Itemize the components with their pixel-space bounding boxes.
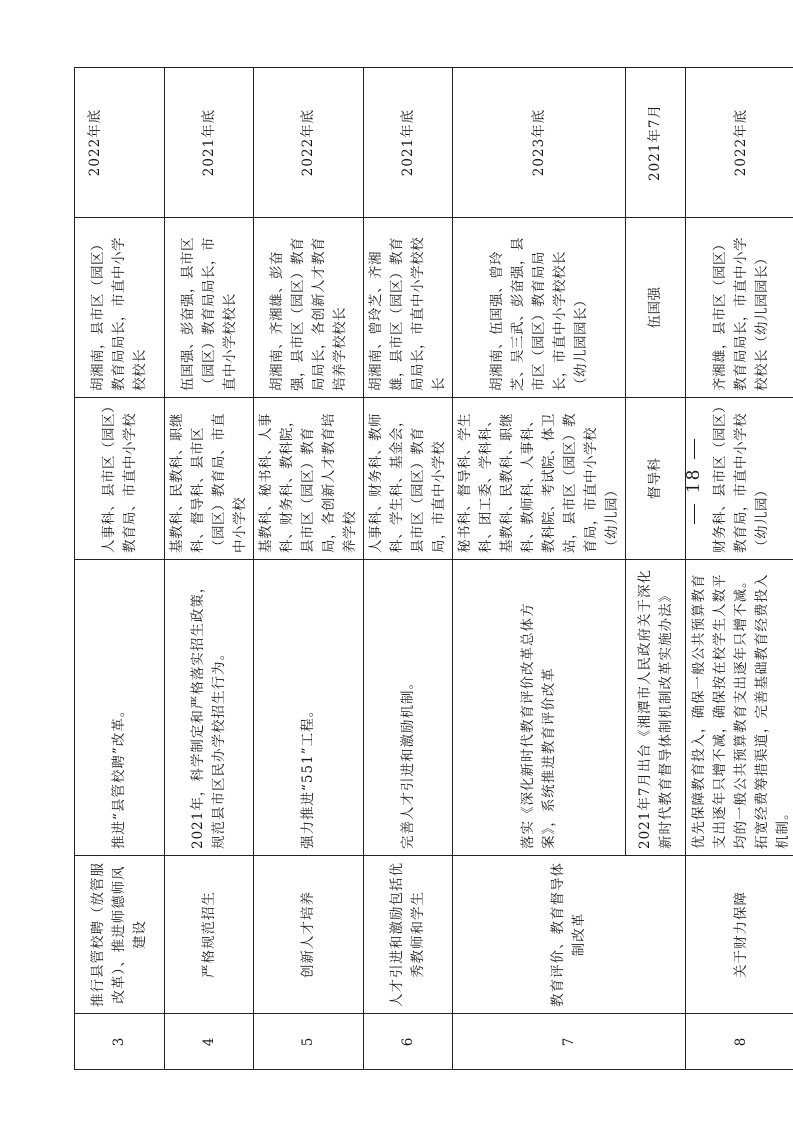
responsible-department: 督导科 bbox=[626, 398, 686, 560]
responsible-department: 秘书科、督导科、学生科、团工委、学科科、基教科、民教科、职继科、教师科、人事科、教科院、考试院、体卫站，县市区（园区）教育局，市直中小学校（幼儿园） bbox=[453, 398, 626, 560]
deadline: 2021年7月 bbox=[626, 68, 686, 218]
task-content: 2021年，科学制定和严格落实招生政策，规范县市区民办学校招生行为。 bbox=[165, 560, 254, 856]
rotated-table-wrapper bbox=[74, 68, 791, 1070]
responsible-department: 人事科、县市区（园区）教育局、市直中小学校 bbox=[75, 398, 165, 560]
task-content: 落实《深化新时代教育评价改革总体方案》，系统推进教育评价改革 bbox=[453, 560, 626, 856]
deadline: 2021年底 bbox=[364, 68, 453, 218]
row-number: 8 bbox=[686, 1014, 793, 1070]
responsible-leader: 伍国强 bbox=[626, 218, 686, 398]
task-content: 完善人才引进和激励机制。 bbox=[364, 560, 453, 856]
task-item: 创新人才培养 bbox=[254, 856, 364, 1014]
responsible-leader: 胡湘南，县市区（园区）教育局局长，市直中小学校校长 bbox=[75, 218, 165, 398]
responsible-department: 基教科、秘书科、人事科、财务科、教科院，县市区（园区）教育局，各创新人才教育培养学校 bbox=[254, 398, 364, 560]
responsible-leader: 胡湘南、曾玲芝、齐湘雄，县市区（园区）教育局局长，市直中小学校校长 bbox=[364, 218, 453, 398]
responsible-leader: 伍国强、彭奋强，县市区（园区）教育局局长，市直中小学校校长 bbox=[165, 218, 254, 398]
responsible-department: 基教科、民教科、职继科、督导科、县市区（园区）教育局、市直中小学校 bbox=[165, 398, 254, 560]
table-row bbox=[453, 68, 626, 1070]
page-number: — 18 — bbox=[682, 436, 704, 524]
table-row bbox=[686, 68, 793, 1070]
responsible-leader: 齐湘雄，县市区（园区）教育局局长，市直中小学校校长（幼儿园园长） bbox=[686, 218, 793, 398]
task-content: 推进“县管校聘”改革。 bbox=[75, 560, 165, 856]
task-item: 教育评价、教育督导体制改革 bbox=[453, 856, 686, 1014]
task-content: 2021年7月出台《湘潭市人民政府关于深化新时代教育督导体制机制改革实施办法》 bbox=[626, 560, 686, 856]
deadline: 2023年底 bbox=[453, 68, 626, 218]
row-number: 5 bbox=[254, 1014, 364, 1070]
task-item: 推行县管校聘（放管服改革）、推进师德师风建设 bbox=[75, 856, 165, 1014]
task-item: 人才引进和激励包括优秀教师和学生 bbox=[364, 856, 453, 1014]
task-item: 严格规范招生 bbox=[165, 856, 254, 1014]
row-number: 3 bbox=[75, 1014, 165, 1070]
responsible-department: 人事科、财务科、教师科、学生科、基金会，县市区（园区）教育局，市直中小学校 bbox=[364, 398, 453, 560]
deadline: 2022年底 bbox=[686, 68, 793, 218]
task-item: 关于财力保障 bbox=[686, 856, 793, 1014]
row-number: 4 bbox=[165, 1014, 254, 1070]
table-row bbox=[165, 68, 254, 1070]
deadline: 2021年底 bbox=[165, 68, 254, 218]
table-row bbox=[254, 68, 364, 1070]
table-row bbox=[75, 68, 165, 1070]
reform-task-table bbox=[74, 67, 793, 1070]
table-row bbox=[364, 68, 453, 1070]
responsible-department: 财务科、县市区（园区）教育局，市直中小学校（幼儿园） bbox=[686, 398, 793, 560]
task-content: 强力推进“551”工程。 bbox=[254, 560, 364, 856]
deadline: 2022年底 bbox=[75, 68, 165, 218]
responsible-leader: 胡湘南、伍国强、曾玲芝、吴三武、彭奋强，县市区（园区）教育局局长，市直中小学校校长（幼儿园园长） bbox=[453, 218, 626, 398]
row-number: 6 bbox=[364, 1014, 453, 1070]
task-content: 优先保障教育投入，确保一般公共预算教育支出逐年只增不减，确保按在校学生人数平均的一般公共预算教育支出逐年只增不减。拓宽经费筹措渠道，完善基础教育经费投入机制。 bbox=[686, 560, 793, 856]
row-number: 7 bbox=[453, 1014, 686, 1070]
responsible-leader: 胡湘南、齐湘雄、彭奋强，县市区（园区）教育局局长，各创新人才教育培养学校校长 bbox=[254, 218, 364, 398]
deadline: 2022年底 bbox=[254, 68, 364, 218]
